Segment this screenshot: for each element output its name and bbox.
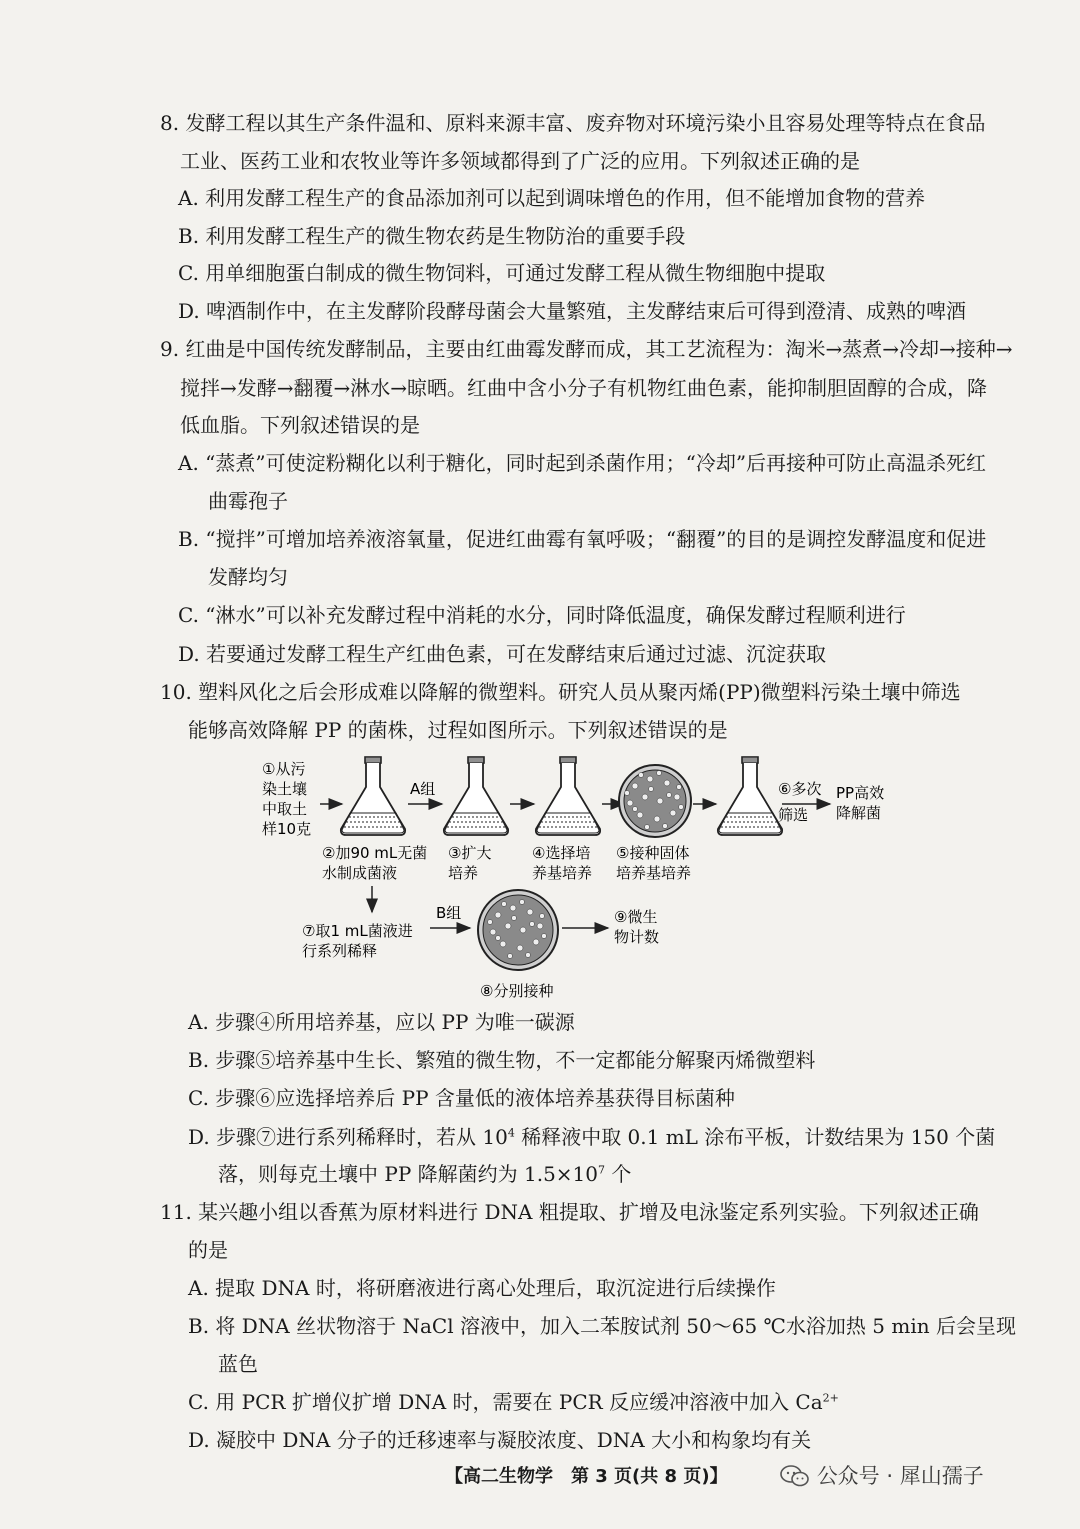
step2-line2: 水制成菌液 [322,864,398,882]
step5-line1: ⑤接种固体 [616,844,690,862]
q11-option-b: B. 将 DNA 丝状物溶于 NaCl 溶液中，加入二苯胺试剂 50～65 ℃水浴加热 5 min 后会呈现 [188,1314,1016,1338]
q9-stem-line3: 低血脂。下列叙述错误的是 [180,413,420,437]
flask-step3-icon [444,757,508,835]
q11-option-c-charge: 2+ [822,1391,839,1405]
watermark [780,1460,984,1490]
q8-stem-line1: 8. 发酵工程以其生产条件温和、原料来源丰富、废弃物对环境污染小且容易处理等特点在食品 [160,111,986,135]
step7-line2: 行系列稀释 [302,942,378,960]
q10-option-d-exp1: 4 [507,1126,515,1140]
flask-step6-icon [718,757,782,835]
q9-option-a-cont: 曲霉孢子 [208,489,288,513]
q11-option-b-cont: 蓝色 [218,1352,258,1376]
step6-line2: 筛选 [778,806,809,824]
step9-line1: ⑨微生 [614,908,658,926]
q9-stem-line1: 9. 红曲是中国传统发酵制品，主要由红曲霉发酵而成，其工艺流程为：淘米→蒸煮→冷却→接种→ [160,337,1013,361]
q10-stem-line1: 10. 塑料风化之后会形成难以降解的微塑料。研究人员从聚丙烯(PP)微塑料污染土壤中筛选 [160,680,961,704]
wechat-icon [780,1465,810,1487]
watermark-text: 公众号 · 犀山孺子 [816,1464,984,1488]
group-a-label: A组 [410,780,436,798]
group-b-label: B组 [436,904,462,922]
petri-dish-step8-icon [478,890,558,970]
flask-step2-icon [341,757,405,835]
q10-option-d-text4: 个 [605,1162,632,1186]
step3-line2: 培养 [448,864,479,882]
q9-option-b: B. “搅拌”可增加培养液溶氧量，促进红曲霉有氧呼吸；“翻覆”的目的是调控发酵温度和促进 [178,527,987,551]
q11-option-c [188,1383,1008,1421]
q10-option-d-text1: D. 步骤⑦进行系列稀释时，若从 10 [188,1125,508,1149]
q9-option-c: C. “淋水”可以补充发酵过程中消耗的水分，同时降低温度，确保发酵过程顺利进行 [178,603,906,627]
step1-line1: ①从污 [262,760,306,778]
q8-option-a: A. 利用发酵工程生产的食品添加剂可以起到调味增色的作用，但不能增加食物的营养 [178,186,926,210]
q8-option-b: B. 利用发酵工程生产的微生物农药是生物防治的重要手段 [178,224,686,248]
step4-line1: ④选择培 [532,844,591,862]
step3-line1: ③扩大 [448,844,492,862]
page-footer: 【高二生物学 第 3 页(共 8 页)】 [445,1466,728,1487]
q11-option-d: D. 凝胶中 DNA 分子的迁移速率与凝胶浓度、DNA 大小和构象均有关 [188,1428,812,1452]
q10-stem-line2: 能够高效降解 PP 的菌株，过程如图所示。下列叙述错误的是 [188,718,728,742]
q10-option-d-text2: 稀释液中取 0.1 mL 涂布平板，计数结果为 150 个菌 [514,1125,996,1149]
q11-stem-line1: 11. 某兴趣小组以香蕉为原材料进行 DNA 粗提取、扩增及电泳鉴定系列实验。下列叙述正确 [160,1200,979,1224]
step2-line1: ②加90 mL无菌 [322,844,428,862]
step8-label: ⑧分别接种 [480,982,554,1000]
q9-option-b-cont: 发酵均匀 [208,565,288,589]
q10-option-b: B. 步骤⑤培养基中生长、繁殖的微生物，不一定都能分解聚丙烯微塑料 [188,1048,816,1072]
q10-option-d-cont [218,1155,631,1193]
petri-dish-step5-icon [619,765,691,837]
flask-step4-icon [536,757,600,835]
q9-stem-line2: 搅拌→发酵→翻覆→淋水→晾晒。红曲中含小分子有机物红曲色素，能抑制胆固醇的合成，降 [180,376,988,400]
q10-option-d-exp2: 7 [598,1163,605,1177]
step1-line2: 染土壤 [262,780,308,798]
q8-option-d: D. 啤酒制作中，在主发酵阶段酵母菌会大量繁殖，主发酵结束后可得到澄清、成熟的啤酒 [178,299,967,323]
q8-option-c: C. 用单细胞蛋白制成的微生物饲料，可通过发酵工程从微生物细胞中提取 [178,261,826,285]
q9-option-a: A. “蒸煮”可使淀粉糊化以利于糖化，同时起到杀菌作用；“冷却”后再接种可防止高温杀死红 [178,451,987,475]
step9-line2: 物计数 [614,928,660,946]
q11-option-a: A. 提取 DNA 时，将研磨液进行离心处理后，取沉淀进行后续操作 [188,1276,776,1300]
q8-stem-line2: 工业、医药工业和农牧业等许多领域都得到了广泛的应用。下列叙述正确的是 [180,149,860,173]
step7-line1: ⑦取1 mL菌液进 [302,922,413,940]
q11-stem-line2: 的是 [188,1238,228,1262]
q10-option-a: A. 步骤④所用培养基，应以 PP 为唯一碳源 [188,1010,575,1034]
step4-line2: 养基培养 [532,864,593,882]
result-line2: 降解菌 [836,804,882,822]
q10-option-c: C. 步骤⑥应选择培养后 PP 含量低的液体培养基获得目标菌种 [188,1086,735,1110]
q11-option-c-text: C. 用 PCR 扩增仪扩增 DNA 时，需要在 PCR 反应缓冲溶液中加入 Ca [188,1390,823,1414]
step1-line4: 样10克 [262,820,312,838]
q10-option-d [188,1118,1008,1156]
q9-option-d: D. 若要通过发酵工程生产红曲色素，可在发酵结束后通过过滤、沉淀获取 [178,642,827,666]
step5-line2: 培养基培养 [616,864,692,882]
experiment-flow-diagram [250,752,910,1002]
q10-option-d-text3: 落，则每克土壤中 PP 降解菌约为 1.5×10 [218,1162,598,1186]
result-line1: PP高效 [836,784,885,802]
step6-line1: ⑥多次 [778,780,822,798]
step1-line3: 中取土 [262,800,308,818]
